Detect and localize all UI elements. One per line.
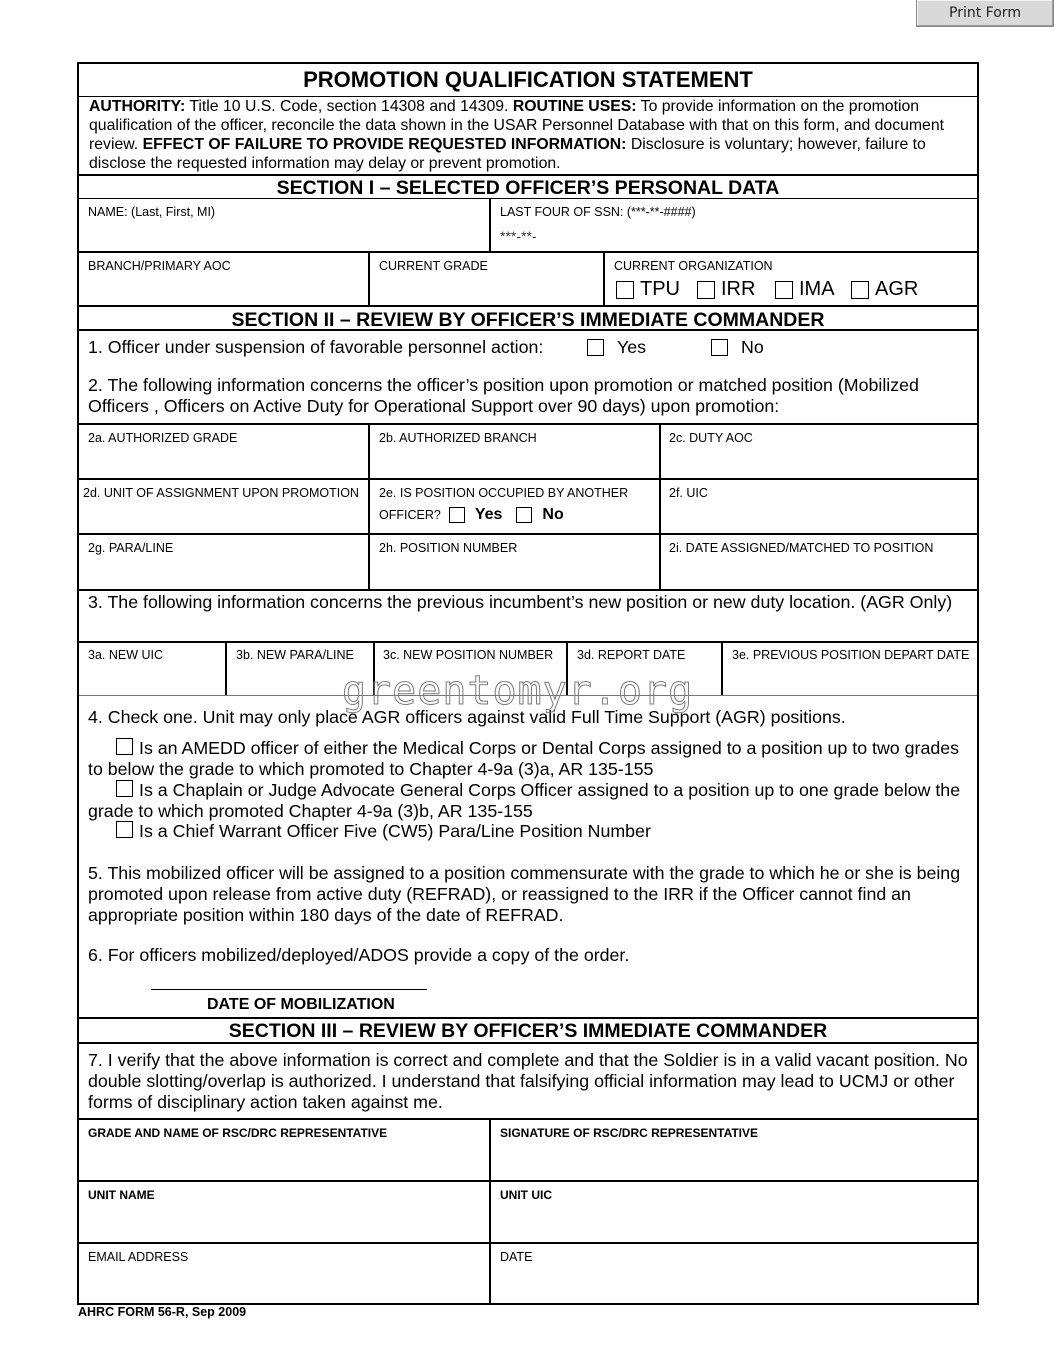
org-option-ima[interactable]: IMA [775, 278, 835, 301]
routine-uses-label: ROUTINE USES: [512, 98, 637, 115]
ssn-field-input[interactable]: ***-**- [500, 228, 537, 244]
divider [368, 424, 370, 589]
divider [79, 641, 977, 643]
effect-of-failure-label: EFFECT OF FAILURE TO PROVIDE REQUESTED INFORMATION: [142, 136, 627, 153]
position-occupied-label: 2e. IS POSITION OCCUPIED BY ANOTHER [379, 486, 629, 500]
privacy-act-statement [89, 97, 969, 173]
effect-of-failure-text: Disclosure is voluntary; however, failure to disclose the requested information may delay or prevent promotion. [89, 136, 926, 172]
org-option-tpu[interactable]: TPU [616, 278, 680, 301]
print-form-button[interactable]: Print Form [916, 0, 1054, 27]
report-date-label: 3d. REPORT DATE [577, 648, 686, 662]
section-1-heading: SECTION I – SELECTED OFFICER’S PERSONAL DATA [276, 177, 780, 199]
unit-uic-label: UNIT UIC [500, 1188, 552, 1202]
checkbox[interactable] [116, 738, 133, 755]
item-2-text: 2. The following information concerns the officer’s position upon promotion or matched position (Mobilized Officers , Officers on Active Duty for Operational Support over 90 days) upon promotion: [88, 375, 919, 416]
new-position-number-label: 3c. NEW POSITION NUMBER [383, 648, 554, 662]
checkbox[interactable] [851, 281, 869, 299]
date-label: DATE [500, 1250, 533, 1264]
checkbox[interactable] [775, 281, 793, 299]
position-number-label: 2h. POSITION NUMBER [379, 541, 518, 555]
divider [79, 174, 977, 176]
divider [79, 533, 977, 535]
grade-name-rep-label: GRADE AND NAME OF RSC/DRC REPRESENTATIVE [88, 1126, 388, 1140]
item-1-no-option[interactable]: No [711, 337, 764, 358]
divider [79, 251, 977, 253]
unit-of-assignment-label: 2d. UNIT OF ASSIGNMENT UPON PROMOTION [83, 486, 359, 500]
authority-text: Title 10 U.S. Code, section 14308 and 14309. [185, 98, 513, 115]
authority-label: AUTHORITY: [89, 98, 186, 115]
item-1-text: 1. Officer under suspension of favorable personnel action: [88, 337, 544, 357]
ssn-field-label: LAST FOUR OF SSN: (***-**-####) [500, 205, 696, 219]
authorized-branch-label: 2b. AUTHORIZED BRANCH [379, 431, 537, 445]
divider [489, 199, 491, 251]
position-occupied-question: OFFICER? Yes No [379, 506, 564, 523]
mobilization-date-line[interactable] [151, 989, 427, 990]
divider [79, 198, 977, 199]
item-4-option-cw5[interactable]: Is a Chief Warrant Officer Five (CW5) Para/Line Position Number [88, 821, 970, 842]
org-option-irr[interactable]: IRR [697, 278, 755, 301]
unit-name-label: UNIT NAME [88, 1188, 155, 1202]
checkbox[interactable] [116, 821, 133, 838]
previous-position-depart-date-label: 3e. PREVIOUS POSITION DEPART DATE [732, 648, 970, 662]
item-5-text: 5. This mobilized officer will be assigned to a position commensurate with the grade to which he or she is being promoted upon release from active duty (REFRAD), or reassigned to the IRR if the Officer cannot find an appropriate position within 180 days of the date of REFRAD. [88, 863, 961, 925]
name-field-label: NAME: (Last, First, MI) [88, 205, 216, 219]
divider [489, 1119, 491, 1305]
uic-label: 2f. UIC [669, 486, 708, 500]
para-line-label: 2g. PARA/LINE [88, 541, 174, 555]
current-grade-label: CURRENT GRADE [379, 259, 488, 273]
signature-rep-label: SIGNATURE OF RSC/DRC REPRESENTATIVE [500, 1126, 759, 1140]
divider [79, 589, 977, 591]
new-uic-label: 3a. NEW UIC [88, 648, 164, 662]
checkbox[interactable] [697, 281, 715, 299]
form-number-footer: AHRC FORM 56-R, Sep 2009 [78, 1305, 247, 1319]
authorized-grade-label: 2a. AUTHORIZED GRADE [88, 431, 238, 445]
item-4-text: 4. Check one. Unit may only place AGR officers against valid Full Time Support (AGR) positions. [88, 707, 846, 727]
divider [79, 423, 977, 425]
checkbox[interactable] [116, 780, 133, 797]
section-3-heading: SECTION III – REVIEW BY OFFICER’S IMMEDIATE COMMANDER [228, 1020, 828, 1042]
item-7-text: 7. I verify that the above information is correct and complete and that the Soldier is in a valid vacant position. No double slotting/overlap is authorized. I understand that falsifying official information may lead to UCMJ or other forms of disciplinary action taken against me. [88, 1050, 968, 1112]
current-organization-label: CURRENT ORGANIZATION [614, 259, 773, 273]
org-option-agr[interactable]: AGR [851, 278, 918, 301]
divider [79, 1017, 977, 1019]
divider [368, 252, 370, 305]
item-3-text: 3. The following information concerns the previous incumbent’s new position or new duty location. (AGR Only) [88, 592, 953, 612]
item-4-option-amedd[interactable]: Is an AMEDD officer of either the Medical Corps or Dental Corps assigned to a position up to two grades to below the grade to which promoted to Chapter 4-9a (3)a, AR 135-155 [88, 738, 960, 779]
divider [79, 1042, 977, 1044]
divider [659, 424, 661, 589]
divider [603, 252, 605, 305]
divider [79, 1118, 977, 1120]
checkbox[interactable] [587, 339, 604, 356]
divider [79, 305, 977, 307]
position-occupied-no-checkbox[interactable] [516, 507, 532, 523]
date-of-mobilization-label: DATE OF MOBILIZATION [207, 996, 395, 1013]
item-6-text: 6. For officers mobilized/deployed/ADOS provide a copy of the order. [88, 945, 630, 965]
date-assigned-label: 2i. DATE ASSIGNED/MATCHED TO POSITION [669, 541, 934, 555]
email-address-label: EMAIL ADDRESS [88, 1250, 189, 1264]
duty-aoc-label: 2c. DUTY AOC [669, 431, 753, 445]
divider [79, 1180, 977, 1182]
divider [79, 329, 977, 331]
position-occupied-yes-checkbox[interactable] [449, 507, 465, 523]
new-para-line-label: 3b. NEW PARA/LINE [236, 648, 354, 662]
form-title: PROMOTION QUALIFICATION STATEMENT [303, 67, 753, 92]
divider [225, 642, 227, 695]
section-2-heading: SECTION II – REVIEW BY OFFICER’S IMMEDIATE COMMANDER [231, 309, 825, 331]
routine-uses-text: To provide information on the promotion qualification of the officer, reconcile the data shown in the USAR Personnel Database with that on this form, and document review. [89, 98, 944, 153]
item-1-yes-option[interactable]: Yes [587, 337, 646, 358]
divider [79, 478, 977, 480]
divider [721, 642, 723, 695]
item-4-option-chaplain-jag[interactable]: Is a Chaplain or Judge Advocate General Corps Officer assigned to a position up to one grade below the grade to which promoted Chapter 4-9a (3)b, AR 135-155 [88, 780, 961, 821]
divider [79, 1242, 977, 1244]
checkbox[interactable] [616, 281, 634, 299]
watermark: greentomyr.org [342, 668, 694, 714]
branch-aoc-label: BRANCH/PRIMARY AOC [88, 259, 231, 273]
checkbox[interactable] [711, 339, 728, 356]
